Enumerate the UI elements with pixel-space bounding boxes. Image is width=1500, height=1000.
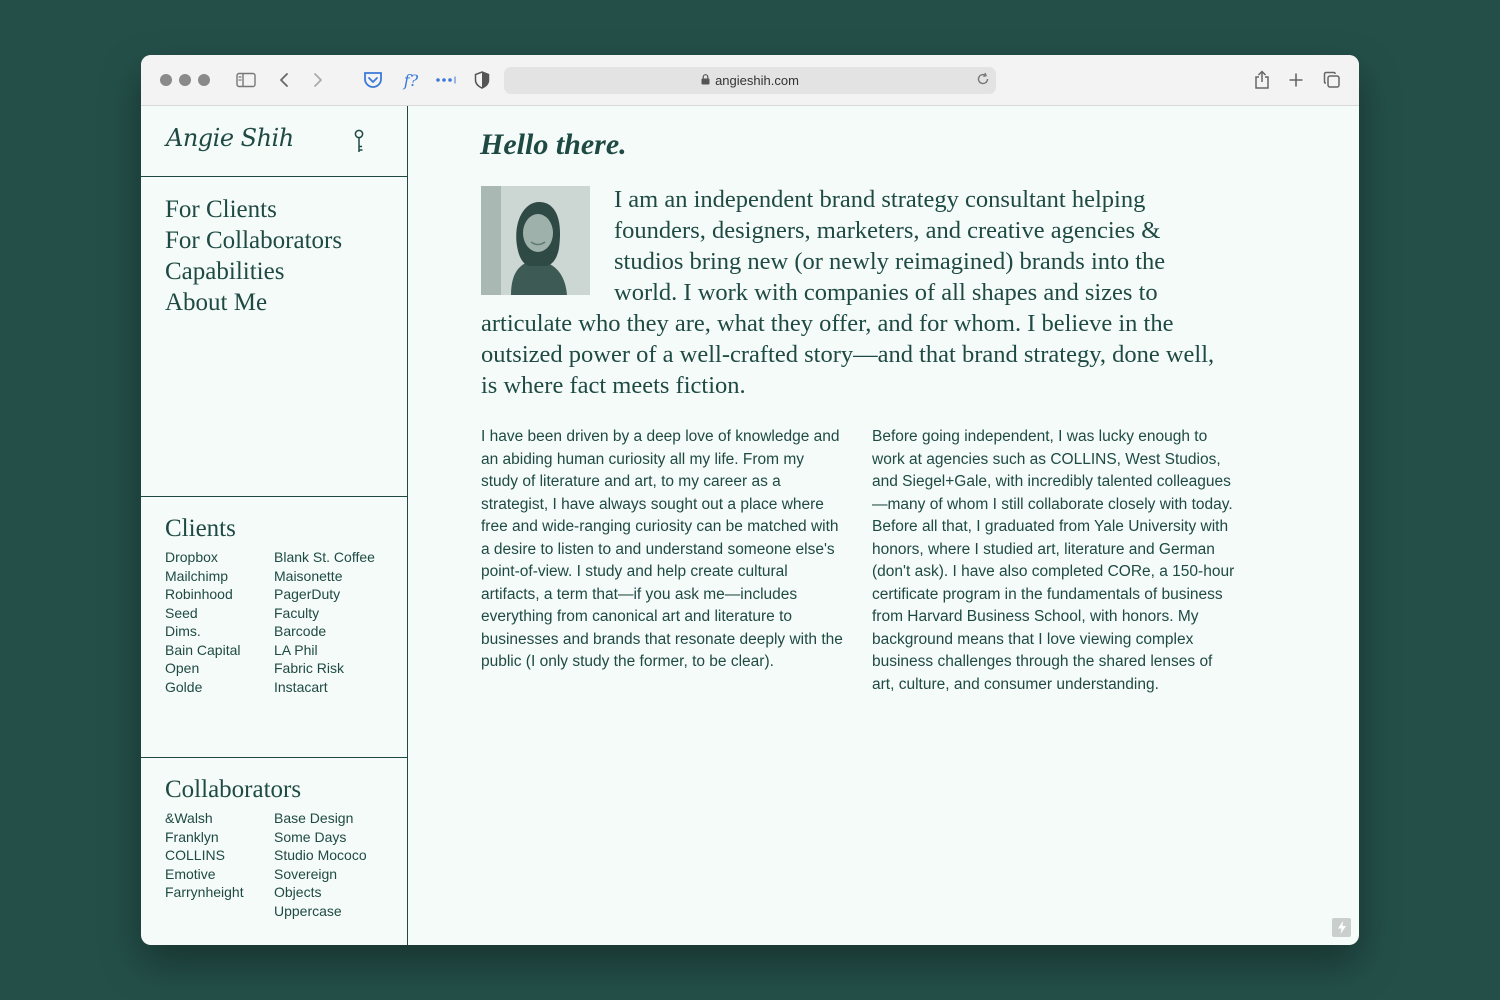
main-nav [165,194,342,318]
url-text: angieshih.com [715,73,799,88]
intro-text: I am an independent brand strategy consultant helping founders, designers, marketers, and creative agencies & studios bring new (or newly reimagined) brands into the world. I work with companies of all shapes and sizes to articulate who they are, what they offer, and for whom. I believe in the outsized power of a well-crafted story—and that brand strategy, done well, is where fact meets fiction. [481,186,1215,399]
zoom-window-button[interactable] [198,74,210,86]
nav-capabilities[interactable]: Capabilities [165,258,285,285]
client-name: PagerDuty [274,586,341,602]
nav-for-clients[interactable]: For Clients [165,196,277,223]
nav-for-collaborators[interactable]: For Collaborators [165,227,343,254]
nav-about-me[interactable]: About Me [165,289,268,316]
client-name: Blank St. Coffee [274,549,375,565]
intro-block [481,184,1216,401]
reload-icon[interactable] [976,72,990,89]
privacy-shield-icon[interactable] [472,68,492,92]
collaborator-name: Franklyn [165,828,219,845]
client-name: Barcode [274,623,327,639]
lightning-bolt-icon[interactable] [1332,918,1351,937]
client-name: Bain Capital [165,641,241,658]
site-sidebar [141,106,408,945]
lock-icon [701,73,710,88]
clients-list-right [274,548,375,696]
collaborator-name: Base Design [274,810,354,826]
collaborator-name: Studio Mococo [274,847,367,863]
sidebar-header [141,106,407,177]
client-name: Golde [165,678,203,695]
bio-left-column: I have been driven by a deep love of knowledge and an abiding human curiosity all my life. From my study of literature and art, to my career as a strategist, I have always sought out a place where free and wide-ranging curiosity can be matched with a desire to listen to and understand someone else's point-of-view. I study and help create cultural artifacts, a term that—if you ask me—includes everything from canonical art and literature to businesses and brands that resonate deeply with the public (I only study the former, to be clear). [481,428,843,670]
browser-toolbar [141,55,1359,106]
collaborator-name: Objects [274,884,322,900]
client-name: Seed [165,604,198,621]
divider [141,757,407,758]
client-name: Dims. [165,623,201,639]
collaborators-list-right [274,809,367,920]
collaborator-name: Uppercase [274,902,342,919]
web-page [141,106,1359,945]
font-finder-extension-icon[interactable]: f? [403,70,419,90]
client-name: Faculty [274,604,320,621]
client-name: Instacart [274,678,328,695]
client-name: Maisonette [274,567,343,584]
portrait-photo [481,186,590,295]
more-extensions-icon[interactable] [434,68,458,92]
browser-window [141,55,1359,945]
client-name: Fabric Risk [274,660,345,676]
tab-overview-icon[interactable] [1322,68,1342,92]
clients-list-left [165,548,241,696]
key-icon[interactable] [352,129,366,160]
new-tab-icon[interactable] [1286,68,1306,92]
main-content [409,106,1359,945]
client-name: LA Phil [274,641,318,658]
client-name: Dropbox [165,549,218,565]
collaborator-name: Some Days [274,828,347,845]
client-name: Robinhood [165,586,233,602]
collaborator-name: Emotive [165,865,216,882]
collaborator-name: COLLINS [165,847,225,863]
client-name: Open [165,660,200,676]
collaborator-name: &Walsh [165,810,213,826]
divider [141,496,407,497]
address-bar[interactable] [504,67,996,94]
collaborators-title: Collaborators [165,776,302,803]
greeting-heading: Hello there. [480,128,627,161]
pocket-extension-icon[interactable] [362,68,384,92]
sidebar-toggle-icon[interactable] [234,68,258,92]
collaborator-name: Farrynheight [165,884,244,900]
site-logo[interactable]: Angie Shih [166,124,294,152]
share-icon[interactable] [1252,68,1272,92]
forward-icon[interactable] [309,68,327,92]
client-name: Mailchimp [165,567,229,584]
minimize-window-button[interactable] [179,74,191,86]
back-icon[interactable] [275,68,293,92]
collaborator-name: Sovereign [274,865,338,882]
clients-title: Clients [165,515,236,542]
close-window-button[interactable] [160,74,172,86]
collaborators-list-left [165,809,244,902]
bio-right-column: Before going independent, I was lucky enough to work at agencies such as COLLINS, West Studios, and Siegel+Gale, with incredibly talented colleagues—many of whom I still collaborate closely with today. Before all that, I graduated from Yale University with honors, where I studied art, literature and German (don't ask). I have also completed CORe, a 150-hour certificate program in the fundamentals of business from Harvard Business School, with honors. My background means that I love viewing complex business challenges through the shared lenses of art, culture, and consumer understanding. [872,428,1235,693]
